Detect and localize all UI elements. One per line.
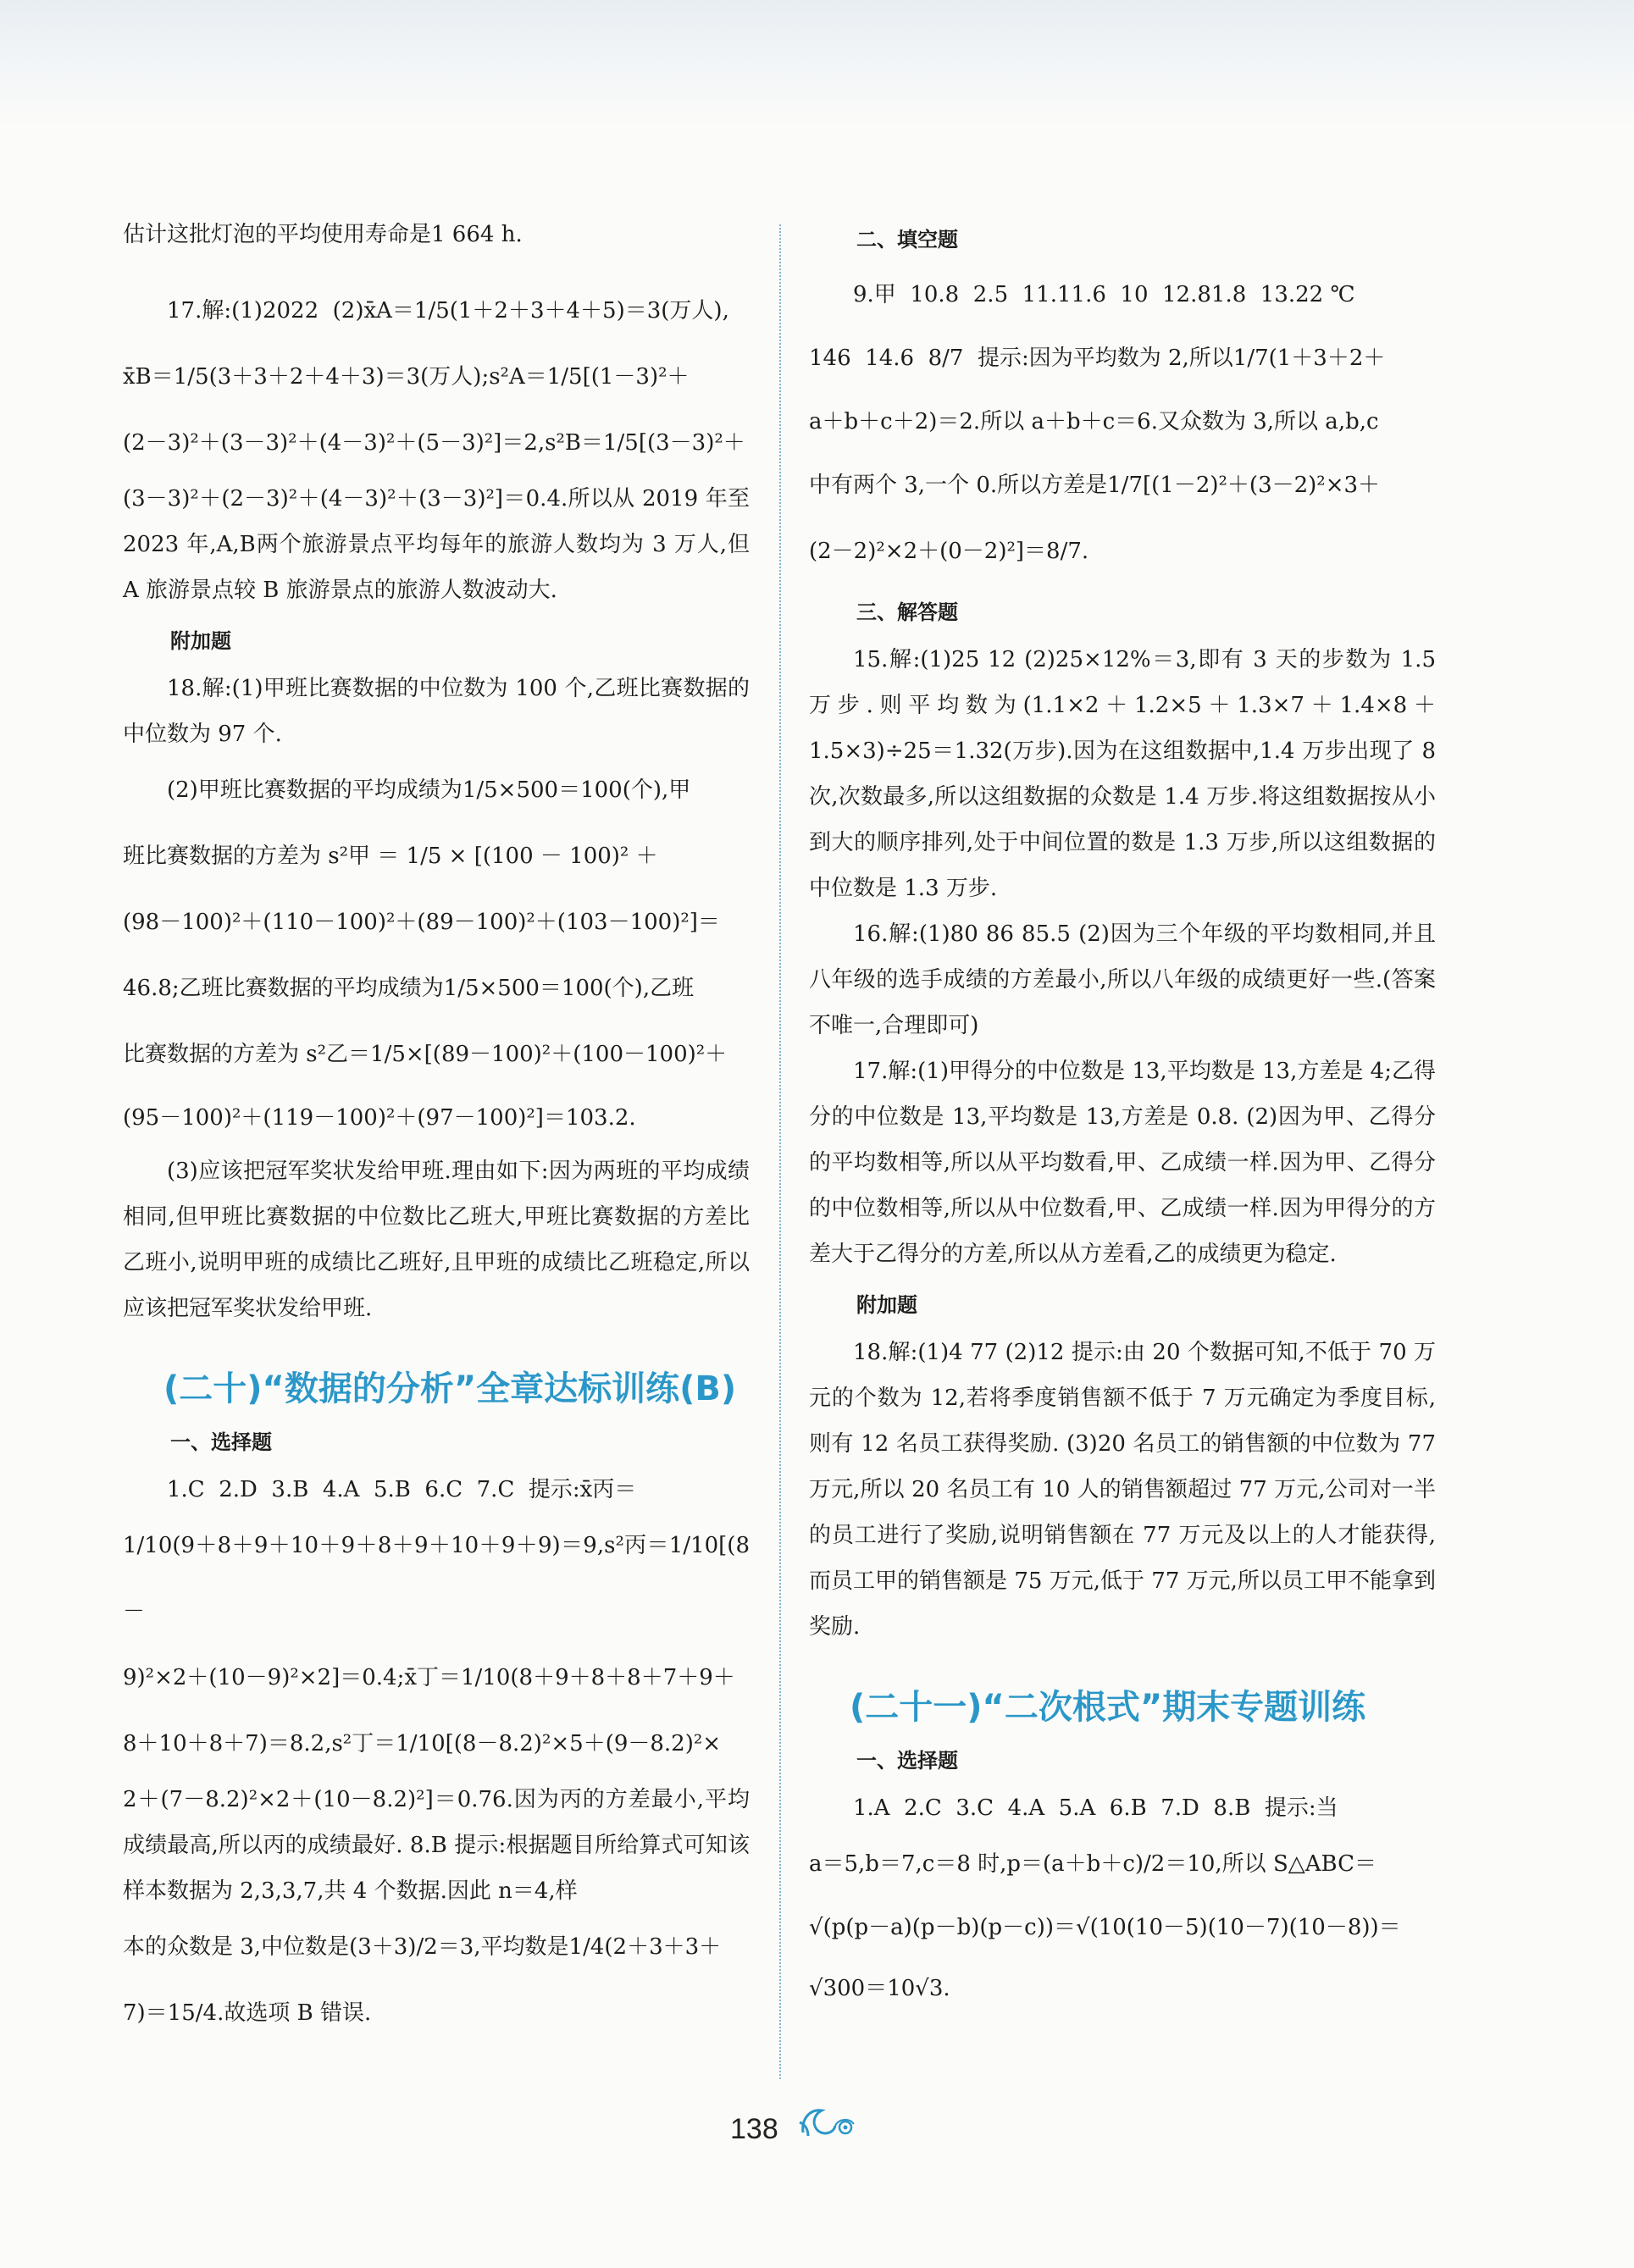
fill-heading: 二、填空题 <box>856 228 958 252</box>
answer-heading: 三、解答题 <box>856 600 958 624</box>
s21-line: √(p(p－a)(p－b)(p－c))＝√(10(10－5)(10－7)(10－8))＝ <box>809 1915 1401 1940</box>
fill-line: 9.甲 10.8 2.5 11.11.6 10 12.81.8 13.22 ℃ <box>853 282 1355 307</box>
s20-line: 1/10(9＋8＋9＋10＋9＋8＋9＋10＋9＋9)＝9,s²丙＝1/10[(8－ <box>123 1533 750 1624</box>
extra-heading: 附加题 <box>856 1293 917 1317</box>
q17-answer: 17.解:(1)甲得分的中位数是 13,平均数是 13,方差是 4;乙得分的中位数是 13,平均数是 13,方差是 0.8. (2)因为甲、乙得分的平均数相等,所以从平均数看,甲、乙成绩一样.因为甲、乙得分的中位数相等,所以从中位数看,甲、乙成绩一样.因为甲得分的方差大于乙得分的方差,所以从方差看,乙的成绩更为稳定. <box>809 1059 1436 1267</box>
page-number: 138 <box>730 2113 778 2145</box>
left-column <box>123 212 750 2046</box>
q18-line: (98－100)²＋(110－100)²＋(89－100)²＋(103－100)²]＝ <box>123 910 720 935</box>
extra-heading: 附加题 <box>170 629 231 653</box>
s21-line: a＝5,b＝7,c＝8 时,p＝(a＋b＋c)/2＝10,所以 S△ABC＝ <box>809 1851 1377 1877</box>
fill-line: 中有两个 3,一个 0.所以方差是1/7[(1－2)²＋(3－2)²×3＋ <box>809 473 1381 498</box>
section-20-title: (二十)“数据的分析”全章达标训练(B) <box>163 1369 737 1408</box>
q18-line: 46.8;乙班比赛数据的平均成绩为1/5×500＝100(个),乙班 <box>123 976 695 1001</box>
q18-line: (95－100)²＋(119－100)²＋(97－100)²]＝103.2. <box>123 1105 636 1131</box>
s21-line: 1.A 2.C 3.C 4.A 5.A 6.B 7.D 8.B 提示:当 <box>853 1795 1338 1821</box>
q18-line: 比赛数据的方差为 s²乙＝1/5×[(89－100)²＋(100－100)²＋ <box>123 1042 728 1067</box>
s20-line: 2＋(7－8.2)²×2＋(10－8.2)²]＝0.76.因为丙的方差最小,平均成绩最高,所以丙的成绩最好. 8.B 提示:根据题目所给算式可知该样本数据为 2,3,3,7,共 4 个数据.因此 n＝4,样 <box>123 1787 750 1904</box>
column-divider <box>779 224 781 2079</box>
s21-line: √300＝10√3. <box>809 1976 950 2001</box>
q18-answer: 18.解:(1)4 77 (2)12 提示:由 20 个数据可知,不低于 70 万元的个数为 12,若将季度销售额不低于 7 万元确定为季度目标,则有 12 名员工获得奖励. (3)20 名员工的销售额的中位数为 77 万元,所以 20 名员工有 10 人的销售额超过 77 万元,公司对一半的员工进行了奖励,说明销售额在 77 万元及以上的人才能获得,而员工甲的销售额是 75 万元,低于 77 万元,所以员工甲不能拿到奖励. <box>809 1340 1436 1640</box>
choice-heading: 一、选择题 <box>856 1749 958 1773</box>
q18-line: 班比赛数据的方差为 s²甲 ＝ 1/5 × [(100 － 100)² ＋ <box>123 844 658 869</box>
paragraph: 估计这批灯泡的平均使用寿命是1 664 h. <box>123 222 523 247</box>
s20-line: 9)²×2＋(10－9)²×2]＝0.4;x̄丁＝1/10(8＋9＋8＋8＋7＋9＋ <box>123 1665 735 1690</box>
q18-line: (2)甲班比赛数据的平均成绩为1/5×500＝100(个),甲 <box>167 777 691 803</box>
fill-line: 146 14.6 8/7 提示:因为平均数为 2,所以1/7(1＋3＋2＋ <box>809 346 1386 371</box>
q16-answer: 16.解:(1)80 86 85.5 (2)因为三个年级的平均数相同,并且八年级的选手成绩的方差最小,所以八年级的成绩更好一些.(答案不唯一,合理即可) <box>809 921 1436 1038</box>
swirl-flourish-icon <box>796 2099 864 2141</box>
fill-line: (2－2)²×2＋(0－2)²]＝8/7. <box>809 539 1089 564</box>
q15-answer: 15.解:(1)25 12 (2)25×12%＝3,即有 3 天的步数为 1.5 万步.则平均数为(1.1×2＋1.2×5＋1.3×7＋1.4×8＋1.5×3)÷25＝1.32(万步).因为在这组数据中,1.4 万步出现了 8 次,次数最多,所以这组数据的众数是 1.4 万步.将这组数据按从小到大的顺序排列,处于中间位置的数是 1.3 万步,所以这组数据的中位数是 1.3 万步. <box>809 647 1436 901</box>
q17-line: 17.解:(1)2022 (2)x̄A＝1/5(1＋2＋3＋4＋5)＝3(万人), <box>167 298 729 324</box>
choice-heading: 一、选择题 <box>170 1430 272 1454</box>
s20-line: 8＋10＋8＋7)＝8.2,s²丁＝1/10[(8－8.2)²×5＋(9－8.2)²× <box>123 1731 722 1756</box>
right-column <box>809 212 1436 2019</box>
q18-part3: (3)应该把冠军奖状发给甲班.理由如下:因为两班的平均成绩相同,但甲班比赛数据的中位数比乙班大,甲班比赛数据的方差比乙班小,说明甲班的成绩比乙班好,且甲班的成绩比乙班稳定,所以应该把冠军奖状发给甲班. <box>123 1159 750 1321</box>
header-band <box>0 0 1634 127</box>
s20-line: 7)＝15/4.故选项 B 错误. <box>123 2000 372 2026</box>
fill-line: a＋b＋c＋2)＝2.所以 a＋b＋c＝6.又众数为 3,所以 a,b,c <box>809 409 1379 434</box>
q17-line: x̄B＝1/5(3＋3＋2＋4＋3)＝3(万人);s²A＝1/5[(1－3)²＋ <box>123 364 690 390</box>
s20-line: 本的众数是 3,中位数是(3＋3)/2＝3,平均数是1/4(2＋3＋3＋ <box>123 1934 722 1960</box>
s20-line: 1.C 2.D 3.B 4.A 5.B 6.C 7.C 提示:x̄丙＝ <box>167 1477 637 1502</box>
q17-line: (3－3)²＋(2－3)²＋(4－3)²＋(3－3)²]＝0.4.所以从 2019 年至 2023 年,A,B两个旅游景点平均每年的旅游人数均为 3 万人,但 A 旅游景点较 B 旅游景点的旅游人数波动大. <box>123 486 750 603</box>
q17-line: (2－3)²＋(3－3)²＋(4－3)²＋(5－3)²]＝2,s²B＝1/5[(3－3)²＋ <box>123 430 745 456</box>
q18-part1: 18.解:(1)甲班比赛数据的中位数为 100 个,乙班比赛数据的中位数为 97 个. <box>123 676 750 747</box>
section-21-title: (二十一)“二次根式”期末专题训练 <box>850 1688 1366 1727</box>
